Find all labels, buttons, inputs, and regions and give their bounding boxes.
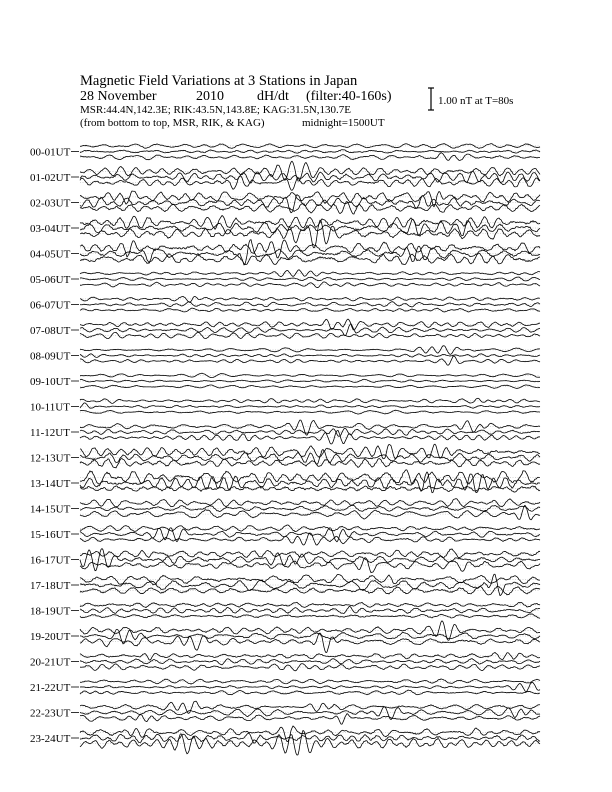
hour-label: 10-11UT (30, 401, 70, 414)
chart-date: 28 November (80, 89, 157, 104)
hour-row (30, 470, 540, 493)
trace-msr (80, 505, 540, 520)
hour-row (30, 191, 540, 214)
hour-label: 06-07UT (30, 299, 71, 312)
hour-label: 17-18UT (30, 580, 71, 592)
trace-msr (80, 533, 540, 545)
trace-msr (80, 332, 540, 338)
scale-bar-label: 1.00 nT at T=80s (438, 95, 514, 107)
trace-rik (80, 428, 540, 436)
hour-label: 12-13UT (30, 452, 71, 465)
trace-rik (80, 472, 540, 493)
hour-label: 20-21UT (30, 656, 71, 669)
hour-row (30, 270, 540, 288)
hour-label: 14-15UT (30, 503, 71, 516)
trace-msr (80, 153, 540, 161)
hour-row (30, 144, 540, 161)
hour-row (30, 574, 540, 595)
hour-row (30, 420, 540, 444)
hour-label: 11-12UT (30, 427, 70, 439)
trace-rik (80, 707, 540, 720)
scale-bar (428, 88, 434, 110)
hour-row (30, 549, 540, 573)
hour-label: 01-02UT (30, 172, 71, 184)
hour-row (30, 602, 540, 618)
hour-label: 00-01UT (30, 146, 71, 159)
hour-row (30, 319, 540, 339)
hour-row (30, 373, 540, 388)
trace-rik (80, 403, 540, 408)
hour-label: 16-17UT (30, 554, 71, 567)
hour-label: 22-23UT (30, 707, 71, 720)
trace-msr (80, 714, 540, 725)
trace-msr (80, 356, 540, 365)
chart-title: Magnetic Field Variations at 3 Stations in Japan (80, 73, 358, 89)
hour-label: 21-22UT (30, 682, 71, 694)
trace-rik (80, 733, 540, 743)
hour-row (30, 398, 540, 414)
hour-label: 19-20UT (30, 631, 71, 643)
trace-msr (80, 410, 540, 414)
hour-label: 07-08UT (30, 325, 71, 337)
trace-rik (80, 354, 540, 358)
hour-row (30, 525, 540, 545)
hour-row (30, 240, 540, 265)
trace-kag (80, 296, 540, 302)
midnight-note: midnight=1500UT (302, 117, 385, 129)
hour-label: 18-19UT (30, 605, 71, 618)
hour-row (30, 499, 540, 520)
trace-kag (80, 549, 540, 558)
hour-row (30, 296, 540, 312)
hour-row (30, 346, 540, 366)
chart-quantity: dH/dt (257, 89, 289, 104)
hour-label: 13-14UT (30, 478, 71, 490)
trace-kag (80, 270, 540, 277)
hour-label: 05-06UT (30, 274, 71, 286)
hour-row (30, 444, 540, 468)
hour-label: 23-24UT (30, 733, 71, 745)
hour-label: 02-03UT (30, 197, 71, 210)
hour-label: 04-05UT (30, 248, 71, 261)
hour-rows (30, 144, 540, 755)
hour-label: 03-04UT (30, 223, 71, 235)
trace-msr (80, 202, 540, 214)
trace-rik (80, 150, 540, 154)
chart-year: 2010 (196, 89, 224, 104)
hour-label: 15-16UT (30, 529, 71, 541)
hour-row (30, 621, 540, 653)
hour-row (30, 161, 540, 190)
hour-row (30, 679, 540, 695)
hour-row (30, 701, 540, 724)
trace-kag (80, 602, 540, 607)
station-order-note: (from bottom to top, MSR, RIK, & KAG) (80, 117, 265, 129)
hour-row (30, 726, 540, 755)
station-coordinates: MSR:44.4N,142.3E; RIK:43.5N,143.8E; KAG:31.5N,130.7E (80, 104, 352, 116)
trace-kag (80, 574, 540, 585)
trace-kag (80, 444, 540, 459)
hour-row (30, 215, 540, 247)
chart-filter: (filter:40-160s) (306, 89, 392, 104)
trace-kag (80, 240, 540, 258)
trace-msr (80, 486, 540, 492)
hour-label: 09-10UT (30, 376, 71, 388)
hour-label: 08-09UT (30, 350, 71, 363)
hour-row (30, 652, 540, 670)
trace-rik (80, 607, 540, 614)
